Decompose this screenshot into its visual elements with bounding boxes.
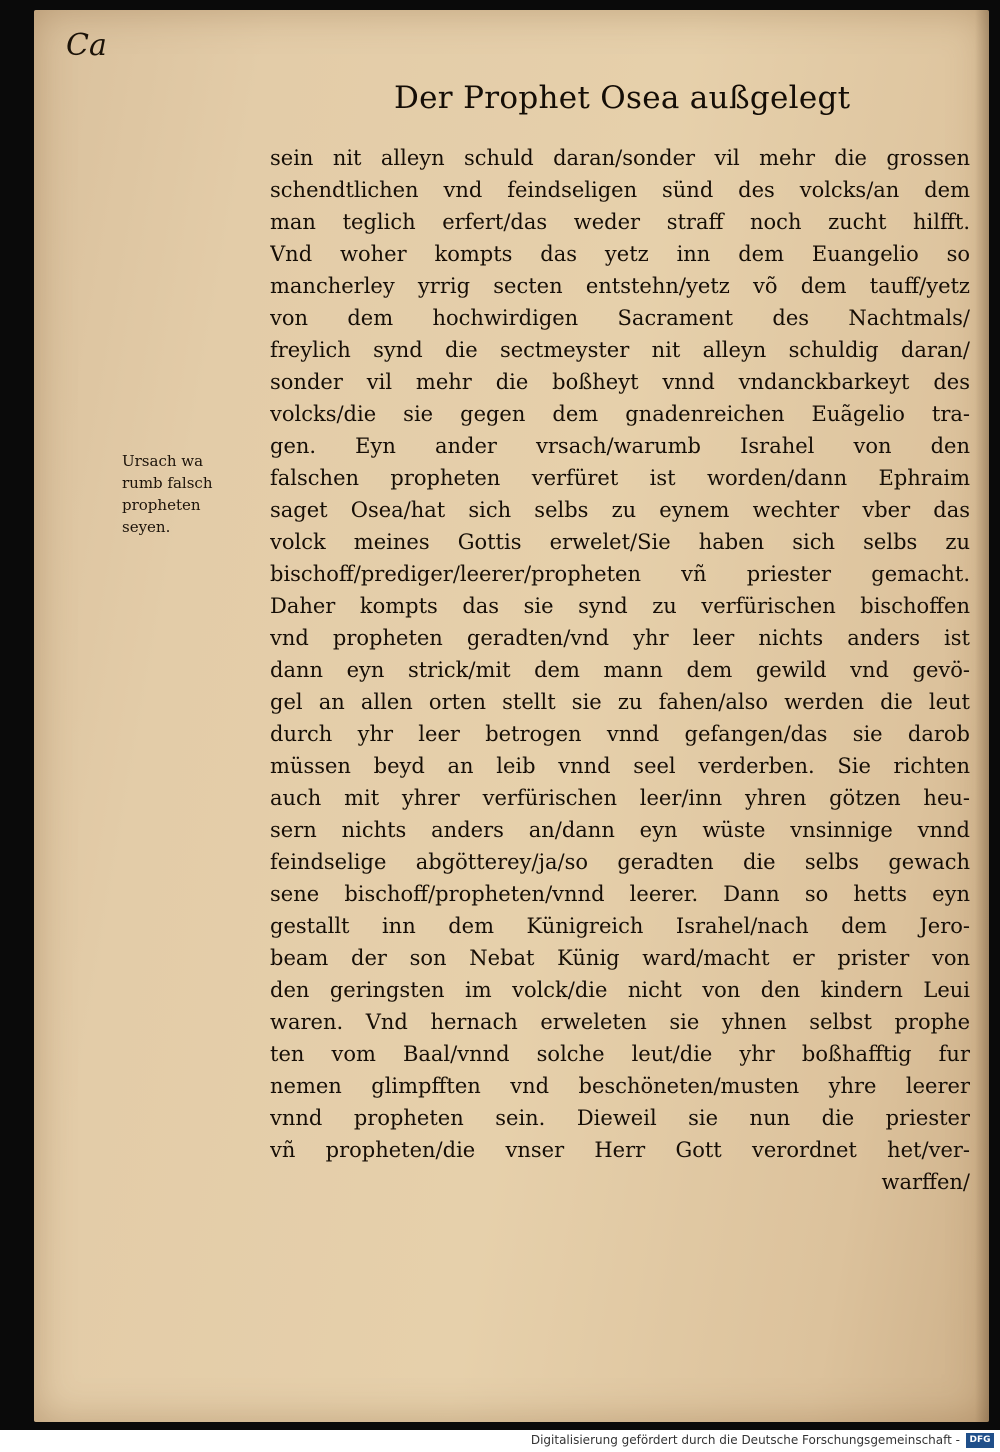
text-line: freylich synd die sectmeyster nit alleyn schuldig daran/ [270,338,970,362]
text-line: nemen glimpfften vnd beschöneten/musten yhre leerer [270,1074,970,1098]
text-line: von dem hochwirdigen Sacrament des Nachtmals/ [270,306,970,330]
text-line: vnnd propheten sein. Dieweil sie nun die priester [270,1106,970,1130]
text-line: ten vom Baal/vnnd solche leut/die yhr boßhafftig fur [270,1042,970,1066]
catchword: warffen/ [881,1170,970,1194]
footer-credit-text: Digitalisierung gefördert durch die Deutsche Forschungsgemeinschaft - [530,1433,960,1447]
margin-note-line: rumb falsch [122,474,213,492]
text-line: gen. Eyn ander vrsach/warumb Israhel von den [270,434,970,458]
text-line: sein nit alleyn schuld daran/sonder vil mehr die grossen [270,146,970,170]
text-line: saget Osea/hat sich selbs zu eynem wechter vber das [270,498,970,522]
text-line: auch mit yhrer verfürischen leer/inn yhren götzen heu- [270,786,970,810]
margin-note-line: Ursach wa [122,452,204,470]
text-line: durch yhr leer betrogen vnnd gefangen/das sie darob [270,722,970,746]
margin-note-line: seyen. [122,518,171,536]
text-line: sonder vil mehr die boßheyt vnnd vndanckbarkeyt des [270,370,970,394]
text-line: waren. Vnd hernach erweleten sie yhnen selbst prophe [270,1010,970,1034]
text-line: vnd propheten geradten/vnd yhr leer nichts anders ist [270,626,970,650]
text-line: bischoff/prediger/leerer/propheten vñ priester gemacht. [270,562,970,586]
margin-note [122,450,272,538]
margin-note-line: propheten [122,496,201,514]
signature-mark: Ca [66,28,107,63]
text-line: feindselige abgötterey/ja/so geradten die selbs gewach [270,850,970,874]
running-head: Der Prophet Osea außgelegt [394,80,851,116]
text-line: volcks/die sie gegen dem gnadenreichen Euãgelio tra- [270,402,970,426]
body-text [270,142,970,1198]
footer-credit-bar [0,1430,1000,1452]
book-page [34,10,989,1422]
text-line: vñ propheten/die vnser Herr Gott verordnet het/ver- [270,1138,970,1162]
text-line: sern nichts anders an/dann eyn wüste vnsinnige vnnd [270,818,970,842]
text-line: man teglich erfert/das weder straff noch zucht hilfft. [270,210,970,234]
text-line: schendtlichen vnd feindseligen sünd des volcks/an dem [270,178,970,202]
text-line: müssen beyd an leib vnnd seel verderben. Sie richten [270,754,970,778]
text-line: volck meines Gottis erwelet/Sie haben sich selbs zu [270,530,970,554]
text-line: Daher kompts das sie synd zu verfürischen bischoffen [270,594,970,618]
text-line: dann eyn strick/mit dem mann dem gewild vnd gevö- [270,658,970,682]
page-edge-shadow [975,10,989,1422]
text-line: sene bischoff/propheten/vnnd leerer. Dann so hetts eyn [270,882,970,906]
text-line: falschen propheten verfüret ist worden/dann Ephraim [270,466,970,490]
text-line: mancherley yrrig secten entstehn/yetz võ dem tauff/yetz [270,274,970,298]
dfg-logo: DFG [966,1433,994,1448]
text-line: Vnd woher kompts das yetz inn dem Euangelio so [270,242,970,266]
text-line: gestallt inn dem Künigreich Israhel/nach dem Jero- [270,914,970,938]
text-line: gel an allen orten stellt sie zu fahen/also werden die leut [270,690,970,714]
text-line: beam der son Nebat Künig ward/macht er prister von [270,946,970,970]
text-line: den geringsten im volck/die nicht von den kindern Leui [270,978,970,1002]
